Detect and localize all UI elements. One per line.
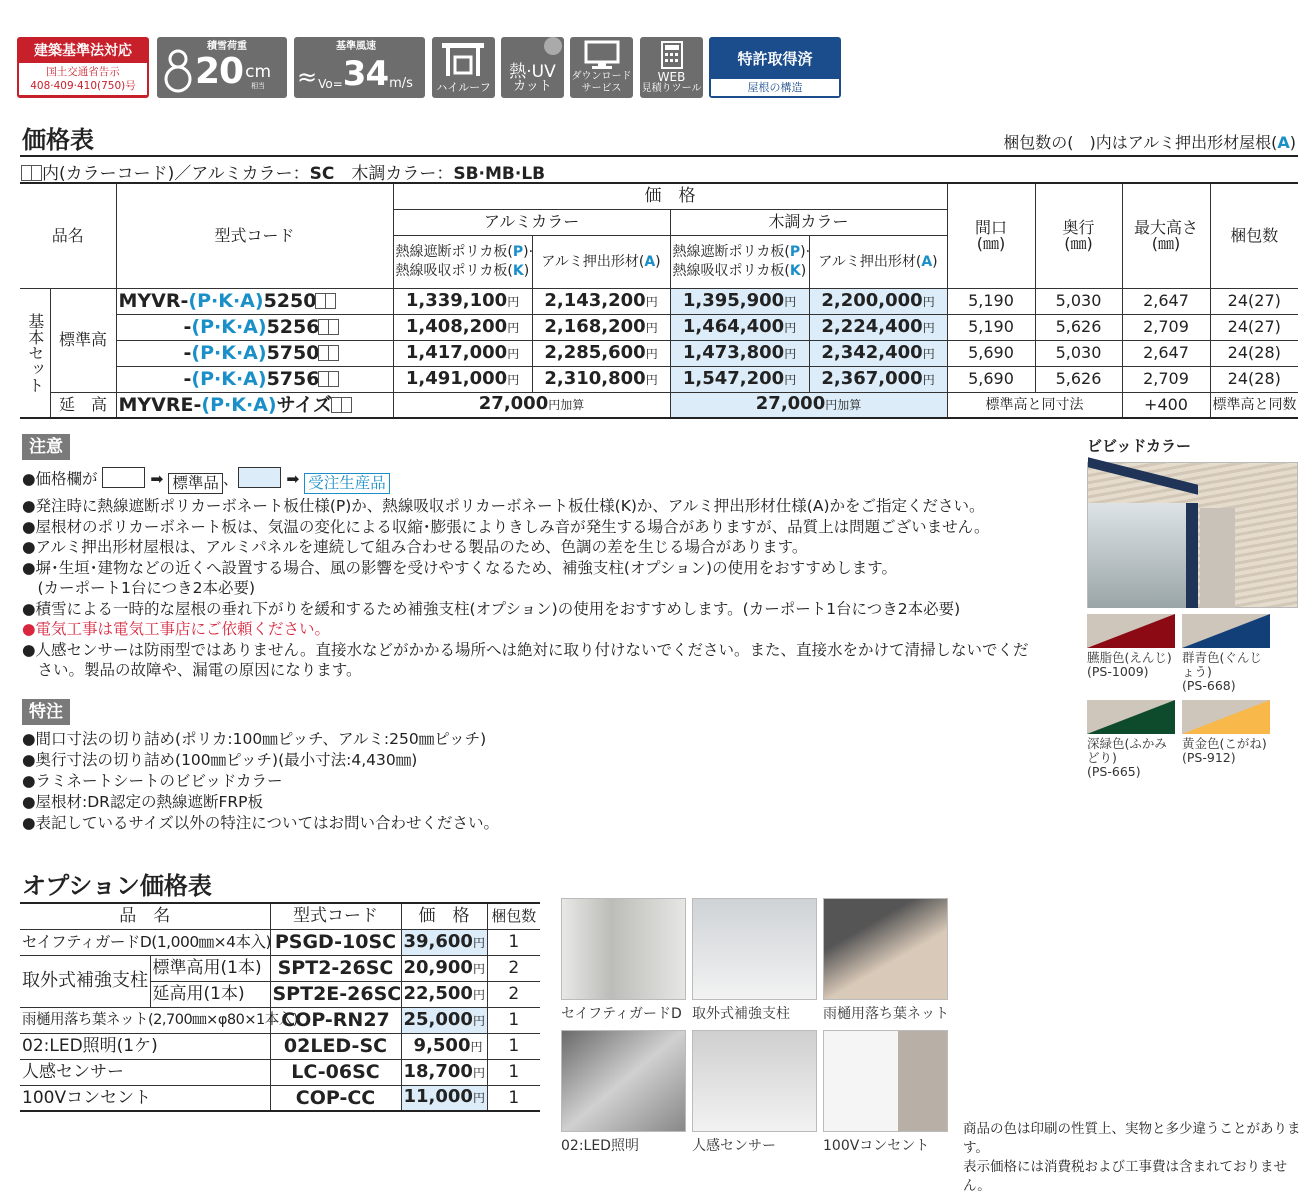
download-label2: サービス — [581, 83, 622, 94]
option-pack: 1 — [508, 1062, 520, 1082]
yen: 円 — [472, 1091, 485, 1106]
snow-value-row — [195, 51, 271, 93]
t: 熱線遮断ポリカ板( — [395, 243, 513, 260]
special-item: ●奥行寸法の切り詰め(100㎜ピッチ)(最小寸法:4,430㎜) — [22, 751, 418, 769]
color-caption — [1182, 651, 1274, 693]
color-note-pre: 内(カラーコード)／アルミカラー： — [42, 164, 310, 184]
price: 2,367,000 — [821, 367, 923, 389]
yen: 円 — [470, 1039, 483, 1054]
footer-note: 表示価格には消費税および工事費は含まれておりません。 — [963, 1159, 1287, 1194]
price: 1,491,000 — [405, 367, 508, 389]
header-width-unit: (㎜) — [976, 233, 1006, 253]
option-pack: 2 — [508, 958, 520, 978]
legend-white-box — [102, 467, 145, 488]
price: 2,310,800 — [544, 367, 646, 389]
header-wood: 木調カラー — [670, 209, 947, 235]
t: ) — [932, 253, 938, 270]
color-code: (PS-912) — [1182, 750, 1236, 765]
color-name: 黄金色(こがね) — [1182, 736, 1267, 751]
option-name: 雨樋用落ち葉ネット(2,700㎜×φ80×1本入) — [22, 1012, 298, 1028]
option-photo — [692, 898, 817, 1000]
yen: 円 — [922, 294, 935, 309]
sub-label: 標準高 — [59, 330, 108, 349]
code-prefix: MYVR- — [118, 290, 189, 312]
option-price: 11,000 — [403, 1086, 473, 1108]
code-prefix: - — [183, 368, 192, 390]
option-price: 39,600 — [403, 930, 473, 952]
code-size: 5250 — [263, 290, 317, 312]
opt-header-price: 価 格 — [401, 903, 487, 929]
add: 円加算 — [548, 398, 585, 413]
option-pack: 1 — [508, 1010, 520, 1030]
add: 円加算 — [825, 398, 862, 413]
code-prefix: - — [183, 342, 192, 364]
table-row-extended — [20, 392, 1298, 418]
pack: 24(28) — [1227, 343, 1281, 362]
t: K — [512, 262, 524, 279]
options-table — [20, 902, 540, 1112]
legend-standard: 標準品 — [168, 473, 223, 494]
price: 27,000 — [478, 393, 549, 415]
web-label2: 見積りツール — [641, 83, 702, 94]
option-pack: 1 — [508, 1087, 520, 1108]
price: 1,473,800 — [682, 341, 785, 363]
yen: 円 — [922, 372, 935, 387]
price: 2,342,400 — [821, 341, 923, 363]
badge-sub2: 408·409·410(750)号 — [30, 80, 136, 92]
price: 1,547,200 — [682, 367, 785, 389]
header-name: 品名 — [20, 183, 116, 288]
special-item: ●ラミネートシートのビビッドカラー — [22, 772, 283, 790]
wind-speed-badge — [294, 37, 425, 98]
t: 熱線遮断ポリカ板( — [672, 243, 790, 260]
yen: 円 — [507, 320, 520, 335]
header-code: 型式コード — [116, 183, 393, 288]
code-pka: (P·K·A) — [201, 393, 277, 416]
packing-note-end: ) — [1289, 133, 1296, 152]
option-code: 02LED-SC — [283, 1035, 388, 1057]
download-service-badge — [570, 37, 633, 98]
t: ) — [655, 253, 661, 270]
t: 熱線吸収ポリカ板( — [672, 262, 790, 279]
price: 2,224,400 — [821, 315, 923, 337]
color-caption — [1087, 737, 1179, 779]
yen: 円 — [472, 987, 485, 1002]
color-code-box — [328, 319, 339, 335]
yen: 円 — [784, 320, 797, 335]
special-order-tag: 特注 — [22, 699, 70, 725]
badge-sub — [19, 63, 147, 95]
code-pka: (P·K·A) — [191, 368, 267, 390]
badge-title: 建築基準法対応 — [34, 43, 132, 59]
option-photo — [561, 898, 686, 1000]
caution-tag: 注意 — [22, 434, 70, 460]
code-pka: (P·K·A) — [191, 342, 267, 364]
table-row — [20, 288, 1298, 314]
code-size: 5756 — [266, 368, 320, 390]
price: 1,408,200 — [405, 315, 508, 337]
code-size: 5750 — [266, 342, 320, 364]
depth: 5,626 — [1055, 317, 1102, 336]
wind-unit: m/s — [389, 76, 413, 91]
uv-label2: カット — [513, 79, 552, 94]
header-depth-label: 奥行 — [1062, 217, 1095, 237]
color-note-mid: 木調カラー： — [334, 164, 454, 184]
option-code: SPT2-26SC — [277, 957, 394, 979]
header-height-label: 最大高さ — [1134, 217, 1199, 237]
t: K — [789, 262, 801, 279]
option-photo — [561, 1030, 686, 1132]
patent-title: 特許取得済 — [737, 50, 813, 68]
same-size: 標準高と同寸法 — [985, 396, 1084, 413]
opt-header-code: 型式コード — [270, 903, 401, 929]
color-caption — [1087, 651, 1179, 679]
option-row — [20, 955, 540, 981]
yen: 円 — [922, 320, 935, 335]
yen: 円 — [784, 372, 797, 387]
table-row — [20, 366, 1298, 392]
header-pack: 梱包数 — [1210, 183, 1298, 288]
sun-icon — [544, 37, 562, 55]
option-name: セイフティガードD(1,000㎜×4本入) — [22, 933, 272, 951]
yen: 円 — [922, 346, 935, 361]
width: 5,190 — [968, 317, 1014, 336]
option-pack: 1 — [508, 932, 520, 952]
color-note-wood: SB·MB·LB — [453, 164, 546, 184]
color-code-box — [341, 397, 352, 413]
web-estimate-badge — [640, 37, 703, 98]
code-prefix: - — [183, 316, 192, 338]
header-depth — [1035, 183, 1122, 288]
yen: 円 — [784, 294, 797, 309]
pack: 24(27) — [1227, 291, 1281, 310]
packing-note — [1003, 130, 1296, 153]
option-photo — [823, 898, 948, 1000]
yen: 円 — [472, 1013, 485, 1028]
color-code-box — [325, 293, 336, 309]
color-name: 群青色(ぐんじょう) — [1182, 650, 1262, 679]
download-label1: ダウンロード — [571, 71, 632, 82]
wind-label: 基準風速 — [336, 41, 376, 52]
option-name: 02:LED照明(1ケ) — [22, 1036, 158, 1056]
color-caption — [1182, 737, 1274, 765]
price: 2,143,200 — [544, 289, 646, 311]
uv-label1: 熱·UV — [509, 62, 556, 82]
high-roof-badge — [432, 37, 495, 98]
header-width — [947, 183, 1035, 288]
patent-sub: 屋根の構造 — [711, 79, 839, 96]
option-row — [20, 929, 540, 955]
snow-unit-group — [245, 63, 271, 93]
option-code: PSGD-10SC — [274, 931, 397, 953]
option-photo-caption: 02:LED照明 — [561, 1138, 639, 1154]
price: 2,285,600 — [544, 341, 646, 363]
snow-value: 20 — [195, 51, 244, 92]
note-item: ●塀･生垣･建物などの近くへ設置する場合、風の影響を受けやすくなるため、補強支柱(オプション)の使用をおすすめします。 — [22, 558, 898, 577]
snowman-icon — [163, 47, 193, 93]
option-row — [20, 1033, 540, 1059]
group-label: 基本セット — [25, 312, 45, 393]
option-row — [20, 1059, 540, 1085]
width: 5,690 — [968, 369, 1014, 388]
t: )· — [800, 243, 811, 260]
t: A — [644, 253, 656, 270]
height: 2,709 — [1143, 369, 1189, 388]
monitor-icon — [584, 40, 620, 70]
price: 1,464,400 — [682, 315, 785, 337]
option-name: 標準高用(1本) — [152, 958, 262, 978]
note-item: (カーポート1台につき2本必要) — [22, 579, 256, 597]
legend-blue-box — [238, 467, 281, 488]
header-wood-a — [809, 235, 947, 288]
color-code-note — [22, 159, 545, 184]
yen: 円 — [507, 346, 520, 361]
option-pack: 1 — [508, 1036, 520, 1056]
option-price: 9,500 — [413, 1034, 471, 1056]
header-height — [1122, 183, 1210, 288]
code-size: 5256 — [266, 316, 320, 338]
vivid-color-photo — [1087, 462, 1298, 608]
header-width-label: 間口 — [975, 217, 1008, 237]
high-roof-label: ハイルーフ — [436, 81, 491, 94]
yen: 円 — [645, 320, 658, 335]
width: 5,690 — [968, 343, 1014, 362]
yen: 円 — [507, 294, 520, 309]
option-row — [20, 1085, 540, 1111]
option-price: 20,900 — [403, 956, 473, 978]
heat-uv-cut-badge — [501, 37, 564, 98]
option-price: 18,700 — [403, 1060, 473, 1082]
calculator-icon — [660, 40, 684, 70]
vivid-color-title: ビビッドカラー — [1087, 437, 1191, 455]
code-pka: (P·K·A) — [191, 316, 267, 338]
t: アルミ押出形材( — [818, 253, 922, 270]
note-item: ●人感センサーは防雨型ではありません。直接水などがかかる場所へは絶対に取り付けないでください。また、直接水をかけて清掃しないでくだ — [22, 640, 1029, 659]
code-size: サイズ — [276, 393, 333, 416]
header-wood-pk — [670, 235, 809, 288]
option-photo-caption: セイフティガードD — [561, 1006, 682, 1022]
price: 1,417,000 — [405, 341, 508, 363]
yen: 円 — [472, 1065, 485, 1080]
sub-label: 延 高 — [59, 394, 108, 414]
badge-sub1: 国土交通省告示 — [46, 66, 120, 78]
option-code: SPT2E-26SC — [272, 983, 402, 1005]
option-code: COP-CC — [295, 1086, 376, 1109]
note-item: ●積雪による一時的な屋根の垂れ下がりを緩和するため補強支柱(オプション)の使用をおすすめします。(カーポート1台につき2本必要) — [22, 599, 961, 618]
width: 5,190 — [968, 291, 1014, 310]
note-item: ●屋根材のポリカーボネート板は、気温の変化による収縮･膨張によりきしみ音が発生する場合がありますが、品質上は問題ございません。 — [22, 517, 990, 536]
packing-note-a: A — [1277, 133, 1290, 152]
special-item: ●間口寸法の切り詰め(ポリカ:100㎜ピッチ、アルミ:250㎜ピッチ) — [22, 730, 487, 748]
price: 1,339,100 — [405, 289, 508, 311]
arrow-icon: ➡ — [286, 470, 300, 488]
color-code: (PS-665) — [1087, 764, 1141, 779]
header-height-unit: (㎜) — [1151, 233, 1181, 253]
code-pka: (P·K·A) — [188, 290, 264, 312]
carport-icon — [440, 41, 486, 77]
snow-load-badge — [157, 37, 287, 98]
special-item: ●表記しているサイズ以外の特注についてはお問い合わせください。 — [22, 814, 499, 832]
snow-unit: cm — [245, 62, 272, 82]
divider — [20, 155, 1298, 157]
pack: 24(28) — [1227, 369, 1281, 388]
patent-badge — [709, 37, 841, 98]
arrow-icon: ➡ — [150, 470, 164, 488]
t: 熱線吸収ポリカ板( — [395, 262, 513, 279]
color-name: 深緑色(ふかみどり) — [1087, 736, 1167, 765]
wind-prefix: Vo= — [318, 77, 343, 91]
color-swatch — [1182, 614, 1270, 648]
legend-sep: 、 — [222, 470, 239, 488]
web-label1: WEB — [657, 70, 686, 84]
wind-value-row — [297, 53, 413, 95]
footer-notes — [963, 1120, 1314, 1196]
color-code-box — [328, 371, 339, 387]
color-name: 臙脂色(えんじ) — [1087, 650, 1172, 665]
height: 2,647 — [1143, 291, 1189, 310]
header-depth-unit: (㎜) — [1064, 233, 1093, 253]
header-alu: アルミカラー — [393, 209, 670, 235]
yen: 円 — [645, 372, 658, 387]
special-item: ●屋根材:DR認定の熱線遮断FRP板 — [22, 793, 263, 811]
option-photo-caption: 取外式補強支柱 — [692, 1006, 790, 1022]
yen: 円 — [645, 346, 658, 361]
legend-pre: ●価格欄が — [22, 470, 98, 488]
snow-note: 相当 — [251, 82, 266, 90]
height: +400 — [1144, 394, 1188, 414]
building-law-badge — [17, 37, 149, 98]
price: 2,200,000 — [821, 289, 923, 311]
options-title: オプション価格表 — [22, 872, 212, 900]
price-legend — [22, 467, 390, 494]
option-row — [20, 1007, 540, 1033]
option-name: 延高用(1本) — [152, 984, 245, 1004]
option-photo-caption: 100Vコンセント — [823, 1138, 930, 1154]
depth: 5,626 — [1055, 369, 1102, 388]
option-photo — [823, 1030, 948, 1132]
option-code: COP-RN27 — [281, 1009, 390, 1031]
t: ) — [523, 262, 530, 279]
option-photo — [692, 1030, 817, 1132]
t: )· — [523, 243, 534, 260]
pack: 標準高と同数 — [1212, 396, 1297, 413]
t: アルミ押出形材( — [541, 253, 645, 270]
t: P — [512, 243, 524, 260]
price-table-title: 価格表 — [22, 126, 94, 154]
note-item: ●アルミ押出形材屋根は、アルミパネルを連続して組み合わせる製品のため、色調の差を生じる場合があります。 — [22, 538, 808, 556]
color-swatch — [1087, 614, 1175, 648]
footer-note: 商品の色は印刷の性質上、実物と多少違うことがあります。 — [963, 1121, 1301, 1156]
height: 2,709 — [1143, 317, 1189, 336]
color-swatch — [1087, 700, 1175, 734]
header-alu-a — [532, 235, 670, 288]
option-photo-caption: 人感センサー — [692, 1138, 776, 1154]
depth: 5,030 — [1055, 291, 1102, 310]
packing-note-text: 梱包数の( )内はアルミ押出形材屋根( — [1003, 133, 1278, 152]
yen: 円 — [645, 294, 658, 309]
header-price: 価 格 — [393, 183, 947, 209]
wind-icon: ≈ — [297, 63, 318, 91]
yen: 円 — [784, 346, 797, 361]
note-item: さい。製品の故障や、漏電の原因になります。 — [22, 661, 362, 679]
color-code-box — [328, 345, 339, 361]
option-name: 人感センサー — [22, 1062, 124, 1082]
option-price: 22,500 — [403, 982, 473, 1004]
opt-header-name: 品 名 — [20, 903, 270, 929]
t: P — [789, 243, 801, 260]
support-group-label: 取外式補強支柱 — [22, 970, 148, 991]
yen: 円 — [472, 935, 485, 950]
option-pack: 2 — [508, 984, 520, 1004]
option-price: 25,000 — [403, 1008, 473, 1030]
color-note-alu: SC — [309, 164, 335, 184]
pack: 24(27) — [1227, 317, 1281, 336]
wind-value: 34 — [342, 54, 389, 94]
option-code: LC-06SC — [291, 1061, 380, 1083]
table-row — [20, 314, 1298, 340]
option-photo-caption: 雨樋用落ち葉ネット — [823, 1006, 949, 1022]
t: A — [921, 253, 933, 270]
color-code: (PS-668) — [1182, 678, 1236, 693]
color-code: (PS-1009) — [1087, 664, 1149, 679]
note-item: ●発注時に熱線遮断ポリカーボネート板仕様(P)か、熱線吸収ポリカーボネート板仕様(K)か、アルミ押出形材仕様(A)かをご指定ください。 — [22, 497, 985, 515]
depth: 5,030 — [1055, 343, 1102, 362]
price: 2,168,200 — [544, 315, 646, 337]
price-table — [20, 182, 1298, 419]
legend-made-to-order: 受注生産品 — [304, 473, 390, 494]
t: ) — [800, 262, 807, 279]
code-prefix: MYVRE- — [118, 393, 202, 416]
yen: 円 — [472, 961, 485, 976]
price: 1,395,900 — [682, 289, 785, 311]
opt-header-pack: 梱包数 — [487, 903, 540, 929]
height: 2,647 — [1143, 343, 1189, 362]
price: 27,000 — [755, 393, 826, 415]
header-alu-pk — [393, 235, 532, 288]
option-name: 100Vコンセント — [22, 1087, 152, 1108]
snow-label: 積雪荷重 — [207, 41, 247, 52]
table-row — [20, 340, 1298, 366]
color-swatch — [1182, 700, 1270, 734]
yen: 円 — [507, 372, 520, 387]
note-item: ●電気工事は電気工事店にご依頼ください。 — [22, 620, 331, 638]
